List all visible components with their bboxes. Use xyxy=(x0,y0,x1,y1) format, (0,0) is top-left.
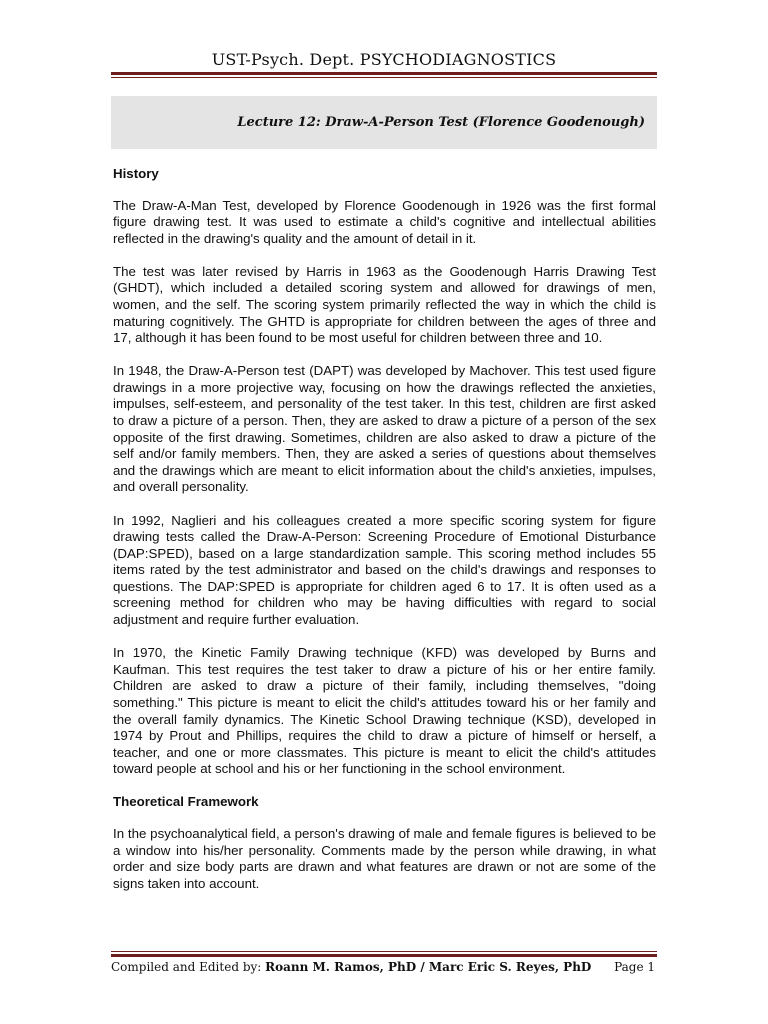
header-rule-thin xyxy=(111,77,657,78)
section-heading-history: History xyxy=(113,166,159,181)
footer-rule-thin xyxy=(111,951,657,952)
paragraph: In 1948, the Draw-A-Person test (DAPT) was developed by Machover. This test used figure drawings in a more projective way, focusing on how the drawings reflected the anxieties, impulses, self-esteem, and personality of the test taker. In this test, children are first asked to draw a picture of a person. Then, they are asked to draw a picture of a person of the sex opposite of the first drawing. Sometimes, children are also asked to draw a picture of the self and/or family members. Then, they are asked a series of questions about themselves and the drawings which are meant to elicit information about the child's anxieties, impulses, and overall personality. xyxy=(113,363,656,495)
lecture-title: Lecture 12: Draw-A-Person Test (Florence Goodenough) xyxy=(237,115,645,130)
footer-rule-thick xyxy=(111,954,657,957)
page-header-title: UST-Psych. Dept. PSYCHODIAGNOSTICS xyxy=(211,50,557,69)
header-rule-thick xyxy=(111,72,657,75)
footer-authors: Roann M. Ramos, PhD / Marc Eric S. Reyes, PhD xyxy=(265,960,592,974)
paragraph: In the psychoanalytical field, a person's drawing of male and female figures is believed to be a window into his/her personality. Comments made by the person while drawing, in what order and size body parts are drawn and what features are drawn or not are some of the signs taken into account. xyxy=(113,825,656,891)
paragraph: In 1992, Naglieri and his colleagues created a more specific scoring system for figure drawing tests called the Draw-A-Person: Screening Procedure of Emotional Disturbance (DAP:SPED), based on a large standardization sample. This scoring method includes 55 items rated by the test administrator and based on the child's drawings and responses to questions. The DAP:SPED is appropriate for children aged 6 to 17. It is often used as a screening method for children who may be having difficulties with regard to social adjustment and require further evaluation. xyxy=(113,512,656,628)
page-footer xyxy=(111,960,657,974)
paragraph: The Draw-A-Man Test, developed by Florence Goodenough in 1926 was the first formal figure drawing test. It was used to estimate a child's cognitive and intellectual abilities reflected in the drawing's quality and the amount of detail in it. xyxy=(113,197,656,246)
section-heading-framework: Theoretical Framework xyxy=(113,794,259,810)
document-body xyxy=(113,166,656,909)
paragraph: The test was later revised by Harris in 1963 as the Goodenough Harris Drawing Test (GHDT), which included a detailed scoring system and allowed for drawings of men, women, and the self. The scoring system primarily reflected the way in which the child is maturing cognitively. The GHTD is appropriate for children between the ages of three and 17, although it has been found to be most useful for children between three and 10. xyxy=(113,263,656,346)
footer-page-number: Page 1 xyxy=(614,960,655,974)
lecture-band xyxy=(111,96,657,149)
footer-compiled-label: Compiled and Edited by: xyxy=(111,960,266,974)
paragraph: In 1970, the Kinetic Family Drawing technique (KFD) was developed by Burns and Kaufman. This test requires the test taker to draw a picture of his or her entire family. Children are asked to draw a picture of their family, including themselves, "doing something." This picture is meant to elicit the child's attitudes toward his or her family and the overall family dynamics. The Kinetic School Drawing technique (KSD), developed in 1974 by Prout and Phillips, requires the child to draw a picture of himself or herself, a teacher, and one or more classmates. This picture is meant to elicit the child's attitudes toward people at school and his or her functioning in the school environment. xyxy=(113,645,656,777)
